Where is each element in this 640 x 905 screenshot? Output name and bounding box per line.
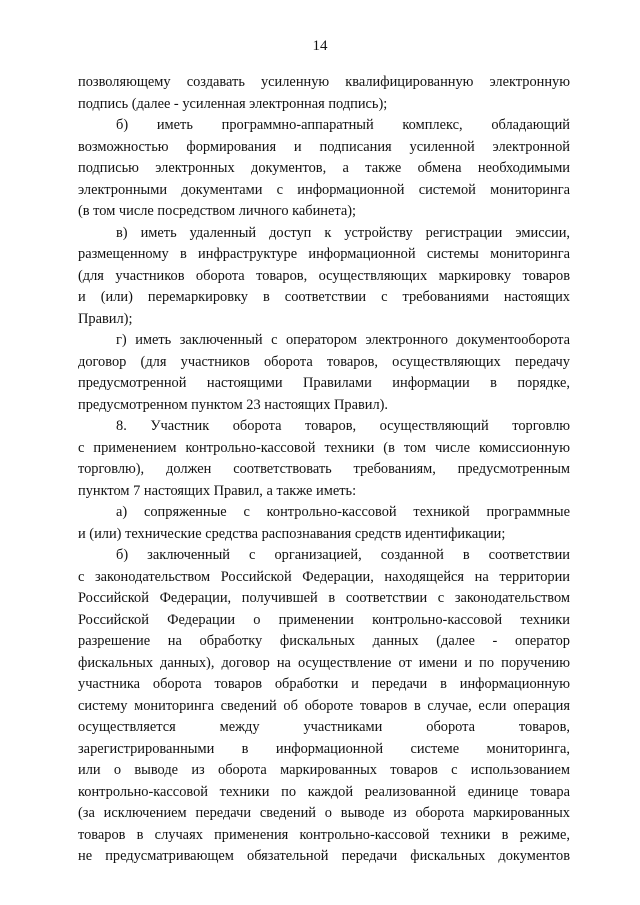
text-line: в) иметь удаленный доступ к устройству регистрации эмиссии, xyxy=(116,224,570,241)
text-line: позволяющему создавать усиленную квалифицированную электронную xyxy=(78,74,570,90)
page-number: 14 xyxy=(312,38,328,54)
text-line: договор (для участников оборота товаров, осуществляющих передачу xyxy=(78,353,570,370)
text-line: товаров в случаях применения контрольно-кассовой техники в режиме, xyxy=(78,826,570,843)
text-line: 8. Участник оборота товаров, осуществляющий торговлю xyxy=(116,418,570,434)
text-line: не предусматривающем обязательной передачи фискальных документов xyxy=(78,848,570,864)
text-line: предусмотренном пунктом 23 настоящих Правил). xyxy=(78,396,389,413)
text-line: б) иметь программно-аппаратный комплекс, обладающий xyxy=(116,117,570,133)
text-line: торговлю), должен соответствовать требованиям, предусмотренным xyxy=(78,461,570,477)
text-line: и (или) технические средства распознавания средств идентификации; xyxy=(78,525,506,542)
text-line: предусмотренной настоящими Правилами информации в порядке, xyxy=(78,375,570,391)
text-line: размещенному в инфраструктуре информационной системы мониторинга xyxy=(78,246,570,262)
text-line: участника оборота товаров обработки и передачи в информационную xyxy=(78,676,570,692)
text-line: Российской Федерации, получившей в соответствии с законодательством xyxy=(78,590,570,606)
text-line: с законодательством Российской Федерации, находящейся на территории xyxy=(78,568,570,585)
text-line: систему мониторинга сведений об обороте товаров в случае, если операция xyxy=(78,697,570,714)
text-line: и (или) перемаркировку в соответствии с требованиями настоящих xyxy=(78,289,570,305)
text-line: (за исключением передачи сведений о выводе из оборота маркированных xyxy=(78,805,570,821)
text-line: или о выводе из оборота маркированных товаров с использованием xyxy=(78,762,570,778)
text-line: электронными документами с информационной системой мониторинга xyxy=(78,181,570,198)
text-line: Российской Федерации о применении контрольно-кассовой техники xyxy=(78,611,570,628)
document-body xyxy=(78,72,570,868)
text-line: разрешение на обработку фискальных данных (далее - оператор xyxy=(78,633,570,649)
text-line: б) заключенный с организацией, созданной в соответствии xyxy=(116,547,570,563)
text-line: возможностью формирования и подписания усиленной электронной xyxy=(78,138,570,155)
text-line: пунктом 7 настоящих Правил, а также иметь: xyxy=(78,482,357,499)
text-line: подпись (далее - усиленная электронная подпись); xyxy=(78,95,388,112)
text-line: фискальных данных), договор на осуществление от имени и по поручению xyxy=(78,654,570,671)
text-line: осуществляется между участниками оборота товаров, xyxy=(78,719,570,735)
text-line: Правил); xyxy=(78,310,133,327)
text-line: а) сопряженные с контрольно-кассовой техникой программные xyxy=(116,504,570,520)
text-line: подписью электронных документов, а также обмена необходимыми xyxy=(78,160,570,176)
text-line: с применением контрольно-кассовой техники (в том числе комиссионную xyxy=(78,439,570,456)
text-line: (в том числе посредством личного кабинета); xyxy=(78,203,357,219)
text-line: зарегистрированными в информационной системе мониторинга, xyxy=(78,740,570,757)
text-line: (для участников оборота товаров, осуществляющих маркировку товаров xyxy=(78,267,570,284)
text-line: контрольно-кассовой техники по каждой реализованной единице товара xyxy=(78,783,570,800)
text-line: г) иметь заключенный с оператором электронного документооборота xyxy=(116,332,570,348)
